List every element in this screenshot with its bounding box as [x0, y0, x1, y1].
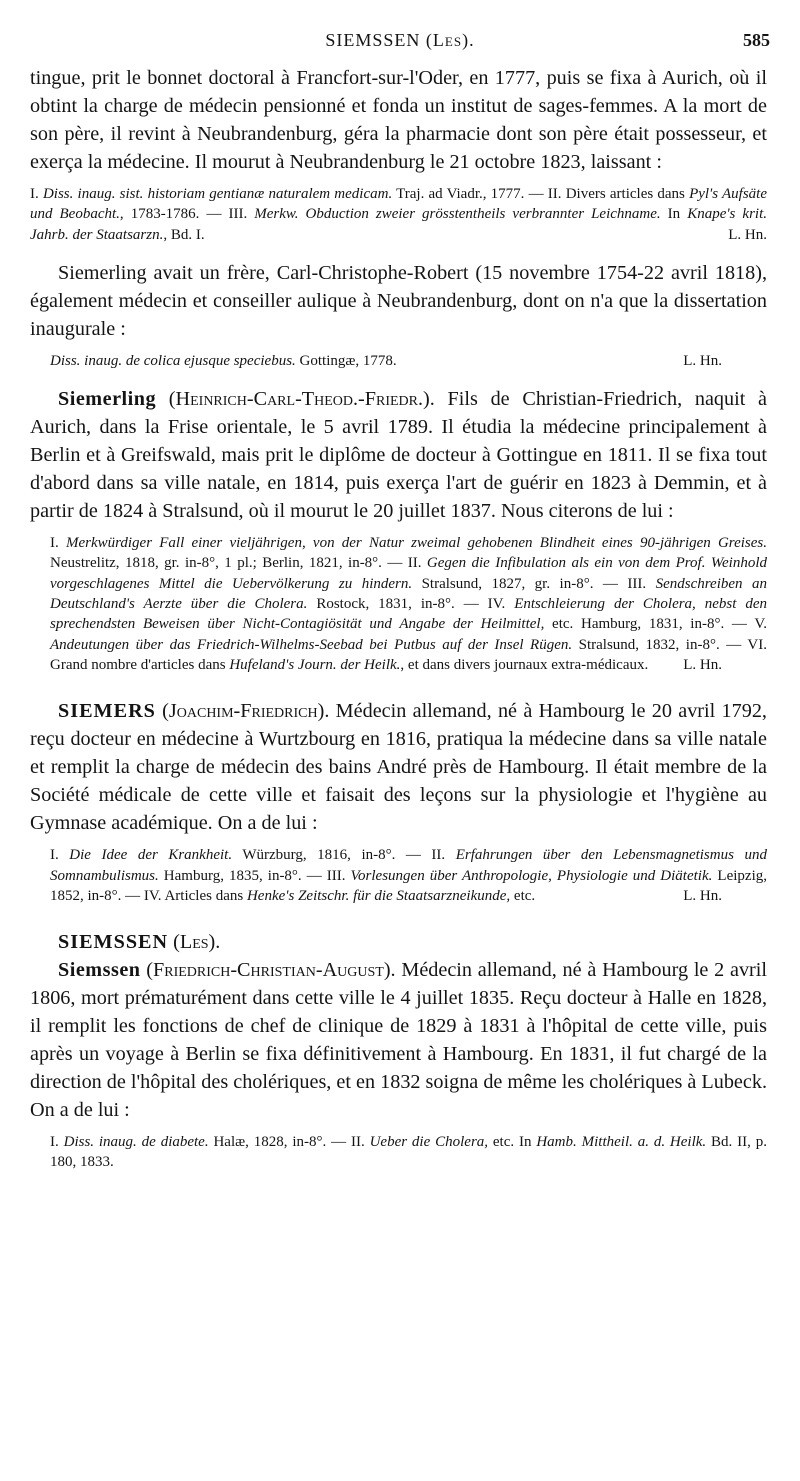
biblio-text: Hamburg, 1835, in-8°. — III. — [158, 867, 351, 884]
entry-given-names: (Friedrich-Christian-August). — [140, 959, 396, 982]
biblio-title: Henke's Zeitschr. für die Staatsarzneikunde, — [246, 887, 511, 904]
biblio-title: Diss. inaug. sist. historiam gentianæ naturalem medicam. — [42, 186, 393, 202]
siemssen-les-heading — [30, 928, 767, 956]
entry-given-names: (Joachim-Friedrich). — [155, 700, 330, 723]
running-head-name: SIEMSSEN ( — [325, 30, 433, 50]
author-signature: L. Hn. — [728, 226, 767, 243]
siemssen-friedrich-bibliography — [30, 1132, 767, 1173]
siemerling-bibliography — [30, 184, 767, 245]
entry-body: Médecin allemand, né à Hambourg le 2 avril 1806, mort prématurément dans cette ville le 4 juillet 1835. Reçu docteur à Halle en 1828, il remplit les fonctions de chef de clinique de 1829 à 1831 à l'hôpital de cette ville, puis après un voyage à Berlin se fixa définitivement à Hambourg. En 1831, il fut chargé de la direction de l'hôpital des cholériques, et en 1832 soigna de même les cholériques à Lubeck. On a de lui : — [30, 959, 767, 1122]
author-signature: L. Hn. — [683, 352, 722, 369]
entry-body: Fils de Christian-Friedrich, naquit à Aurich, dans la Frise orientale, le 5 avril 1789. Il étudia la médecine principalement à Berlin et à Greifswald, mais prit le diplôme de docteur à Gottingue en 1811. Il se fixa tout d'abord dans sa ville natale, en 1814, puis exerça l'art de guérir en 1823 à Demmin, et à partir de 1824 à Stralsund, où il mourut le 20 juillet 1837. Nous citerons de lui : — [30, 388, 768, 523]
siemers-entry — [30, 697, 767, 837]
biblio-text: Leipzig, 1852, in-8°. — IV. Articles dans — [50, 867, 767, 904]
biblio-text: , 1783-1786. — III. — [119, 206, 255, 223]
biblio-title: Andeutungen über das Friedrich-Wilhelms-Seebad bei Putbus auf der Insel Rügen. — [50, 636, 573, 653]
biblio-title: Hamb. Mittheil. a. d. Heilk. — [536, 1134, 707, 1151]
biblio-text: Neustrelitz, 1818, gr. in-8°, 1 pl.; Berlin, 1821, in-8°. — II. — [50, 555, 427, 572]
biblio-text: In — [660, 206, 688, 223]
biblio-title: Merkwürdiger Fall einer vieljährigen, von der Natur zweimal gehobenen Blindheit eines 90-jährigen Greises. — [65, 535, 767, 552]
biblio-text: Halæ, 1828, in-8°. — II. — [208, 1134, 370, 1151]
biblio-text: Stralsund, 1832, in-8°. — VI. Grand nombre d'articles dans — [50, 636, 767, 673]
entry-headword: SIEMSSEN — [58, 931, 169, 954]
entry-headword: SIEMERS — [58, 700, 156, 723]
biblio-text: I. — [50, 847, 70, 864]
biblio-text: , Bd. I. — [163, 226, 205, 243]
biblio-text: etc. In — [488, 1134, 537, 1151]
biblio-title: Merkw. Obduction zweier grösstentheils verbrannter Leichname. — [254, 206, 661, 223]
running-head-les: Les — [432, 30, 463, 50]
entry-headword: Siemerling — [58, 388, 157, 411]
siemerling-heinrich-entry — [30, 385, 767, 525]
biblio-text: Stralsund, 1827, gr. in-8°. — III. — [412, 575, 656, 592]
page-number: 585 — [743, 30, 770, 50]
running-header — [30, 30, 770, 56]
biblio-title: Vorlesungen über Anthropologie, Physiologie und Diätetik. — [350, 867, 713, 884]
biblio-title: Knape's krit. Jahrb. der Staatsarzn. — [30, 206, 767, 243]
biblio-text: Traj. ad Viadr., 1777. — II. Divers articles dans — [392, 186, 690, 202]
author-signature: L. Hn. — [683, 656, 722, 673]
biblio-text: I. — [30, 186, 43, 202]
siemerling-continued-paragraph: tingue, prit le bonnet doctoral à Francfort-sur-l'Oder, en 1777, puis se fixa à Aurich, où il obtint la charge de médecin pensionné et fonda un institut de sages-femmes. A la mort de son père, il revint à Neubrandenburg, géra la pharmacie dont son père était possesseur, et exerça la médecine. Il mourut à Neubrandenburg le 21 octobre 1823, laissant : — [30, 67, 767, 173]
biblio-title: Entschleierung der Cholera, nebst den sprechendsten Beweisen über Nicht-Contagiösität und Angabe der Heilmittel, — [50, 596, 767, 633]
siemerling-heinrich-bibliography — [30, 533, 767, 675]
biblio-text: , et dans divers journaux extra-médicaux. — [400, 656, 649, 673]
brother-bibliography — [30, 351, 767, 371]
biblio-title: Gegen die Infibulation als ein von dem Prof. Weinhold vorgeschlagenes Mittel die Uebervölkerung zu hindern. — [50, 555, 767, 592]
biblio-title: Diss. inaug. de colica ejusque speciebus. — [50, 352, 296, 369]
siemers-bibliography — [30, 845, 767, 906]
running-head-close: ). — [462, 30, 475, 50]
entry-headword: Siemssen — [58, 959, 141, 982]
biblio-title: Erfahrungen über den Lebensmagnetismus und Somnambulismus. — [50, 847, 767, 884]
brother-paragraph: Siemerling avait un frère, Carl-Christophe-Robert (15 novembre 1754-22 avril 1818), également médecin et conseiller aulique à Neubrandenburg, dont on n'a que la dissertation inaugurale : — [30, 261, 767, 340]
biblio-title: Ueber die Cholera, — [369, 1134, 489, 1151]
biblio-text: etc. Hamburg, 1831, in-8°. — V. — [544, 616, 767, 633]
biblio-title: Die Idee der Krankheit. — [69, 847, 233, 864]
author-signature: L. Hn. — [683, 887, 722, 904]
entry-body: Médecin allemand, né à Hambourg le 20 avril 1792, reçu docteur en médecine à Wurtzbourg en 1816, pratiqua la médecine dans sa ville natale et remplit la charge de médecin des bains André près de Hambourg. Il était membre de la Société médicale de cette ville et faisait des leçons sur la physiologie et l'hygiène au Gymnase académique. On a de lui : — [30, 700, 767, 835]
running-head-title — [30, 30, 770, 51]
biblio-text: Rostock, 1831, in-8°. — IV. — [307, 596, 515, 613]
biblio-title: Hufeland's Journ. der Heilk. — [229, 656, 401, 673]
biblio-text: etc. — [510, 887, 536, 904]
biblio-title: Diss. inaug. de diabete. — [63, 1134, 209, 1151]
biblio-text: Bd. II, p. 180, 1833. — [50, 1134, 767, 1171]
biblio-text: I. — [50, 1134, 64, 1151]
biblio-title: Sendschreiben an Deutschland's Aerzte über die Cholera. — [50, 575, 767, 613]
entry-given-names: (Les). — [168, 931, 221, 954]
biblio-text: Würzburg, 1816, in-8°. — II. — [232, 847, 456, 864]
siemssen-friedrich-entry — [30, 956, 767, 1124]
entry-given-names: (Heinrich-Carl-Theod.-Friedr.). — [156, 388, 435, 411]
biblio-title: Pyl's Aufsäte und Beobacht. — [30, 186, 767, 223]
biblio-text: I. — [50, 535, 66, 552]
biblio-text: Gottingæ, 1778. — [295, 352, 397, 369]
page-body — [30, 64, 767, 1173]
